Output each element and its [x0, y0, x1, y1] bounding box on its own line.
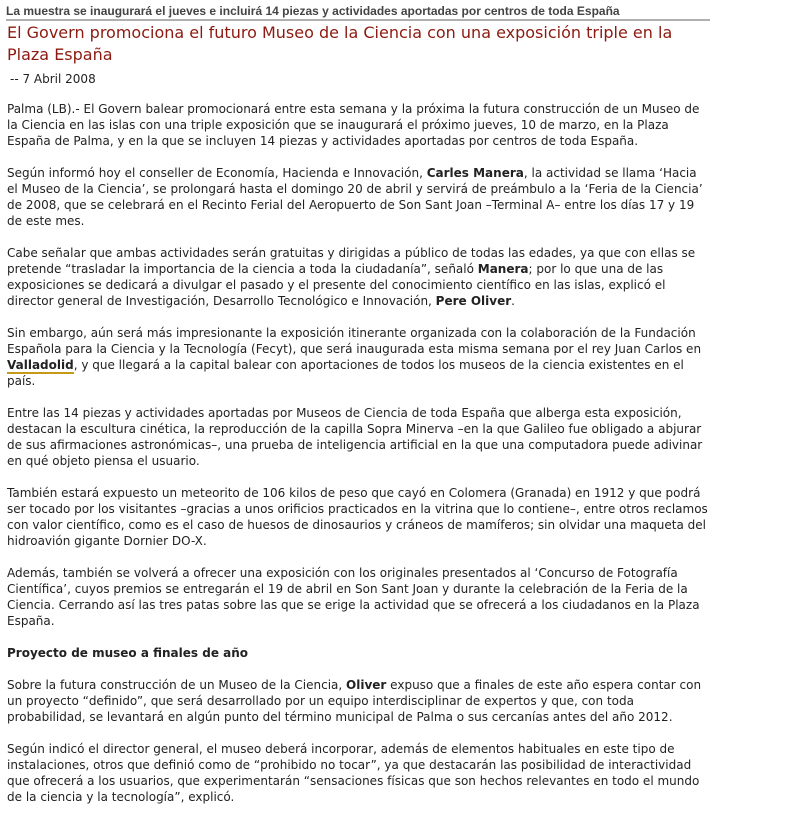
- paragraph: [7, 677, 710, 725]
- paragraph-text: Según informó hoy el conseller de Economía, Hacienda e Innovación,: [7, 166, 427, 180]
- paragraph: [7, 165, 710, 229]
- article-body: [6, 101, 710, 805]
- paragraph-text: También estará expuesto un meteorito de 106 kilos de peso que cayó en Colomera (Granada) en 1912 y que podrá ser tocado por los visitantes –gracias a unos orificios practicados en la vitrina que lo contiene–, entre otros reclamos con valor científico, como es el caso de huesos de dinosaurios y cráneos de mamíferos; sin olvidar una maqueta del hidroavión gigante Dornier DO-X.: [7, 486, 708, 548]
- section-heading: Proyecto de museo a finales de año: [7, 646, 249, 660]
- paragraph: [7, 485, 710, 549]
- paragraph: [7, 245, 710, 309]
- article-title: El Govern promociona el futuro Museo de la Ciencia con una exposición triple en la Plaza España: [7, 23, 673, 64]
- paragraph-text: , la actividad se llama ‘Hacia el Museo de la Ciencia’, se prolongará hasta el domingo 20 de abril y servirá de preámbulo a la ‘Feria de la Ciencia’ de 2008, que se celebrará en el Recinto Ferial del Aeropuerto de Son Sant Joan –Terminal A– entre los días 17 y 19 de este mes.: [7, 166, 703, 228]
- paragraph-text: Entre las 14 piezas y actividades aportadas por Museos de Ciencia de toda España que alberga esta exposición, destacan la escultura cinética, la reproducción de la capilla Sopra Minerva –en la que Galileo fue obligado a abjurar de sus afirmaciones astronómicas–, una prueba de inteligencia artificial en la que una computadora puede adivinar en qué objeto piensa el usuario.: [7, 406, 703, 468]
- paragraph-text: Palma (LB).- El Govern balear promocionará entre esta semana y la próxima la futura construcción de un Museo de la Ciencia en las islas con una triple exposición que se inaugurará el próximo jueves, 10 de marzo, en la Plaza España de Palma, y en la que se incluyen 14 piezas y actividades aportadas por centros de toda España.: [7, 102, 700, 148]
- person-name-oliver: Oliver: [346, 678, 387, 692]
- article: [6, 4, 710, 805]
- paragraph: [7, 741, 710, 805]
- paragraph-text: ; por lo que una de las exposiciones se dedicará a divulgar el pasado y el presente del conocimiento científico en las islas, explicó el director general de Investigación, Desarrollo Tecnológico e Innovación,: [7, 262, 666, 308]
- paragraph: [7, 101, 710, 149]
- paragraph-text: expuso que a finales de este año espera contar con un proyecto “definido”, que será desarrollado por un equipo interdisciplinar de expertos y que, con toda probabilidad, se levantará en algún punto del término municipal de Palma o sus cercanías antes del año 2012.: [7, 678, 702, 724]
- paragraph: [7, 325, 710, 389]
- paragraph-text: Cabe señalar que ambas actividades serán gratuitas y dirigidas a público de todas las edades, ya que con ellas se pretende “trasladar la importancia de la ciencia a toda la ciudadanía”, señaló: [7, 246, 696, 276]
- paragraph-text: Además, también se volverá a ofrecer una exposición con los originales presentados al ‘Concurso de Fotografía Científica’, cuyos premios se entregarán el 19 de abril en Son Sant Joan y durante la celebración de la Feria de la Ciencia. Cerrando así las tres patas sobre las que se erige la actividad que se ofrecerá a los ciudadanos en la Plaza España.: [7, 566, 700, 628]
- paragraph-text: , y que llegará a la capital balear con aportaciones de todos los museos de la ciencia existentes en el país.: [7, 358, 684, 388]
- person-name-manera: Carles Manera: [426, 166, 524, 180]
- keyword-link-valladolid[interactable]: Valladolid: [7, 358, 74, 372]
- paragraph-text: Sobre la futura construcción de un Museo de la Ciencia,: [7, 678, 347, 692]
- paragraph-text: Sin embargo, aún será más impresionante la exposición itinerante organizada con la colaboración de la Fundación Española para la Ciencia y la Tecnología (Fecyt), que será inaugurada esta misma semana por el rey Juan Carlos en: [7, 326, 702, 356]
- person-name-oliver: Pere Oliver: [435, 294, 512, 308]
- paragraph: [7, 565, 710, 629]
- paragraph-text: Según indicó el director general, el museo deberá incorporar, además de elementos habituales en este tipo de instalaciones, otros que definió como de “prohibido no tocar”, ya que destacarán las posibilidad de interactividad que ofrecerá a los usuarios, que experimentarán “sensaciones físicas que son hechos relevantes en todo el mundo de la ciencia y la tecnología”, explicó.: [7, 742, 700, 804]
- paragraph-text: .: [511, 294, 515, 308]
- article-date: -- 7 Abril 2008: [10, 72, 96, 86]
- article-subtitle: La muestra se inaugurará el jueves e incluirá 14 piezas y actividades aportadas por centros de toda España: [6, 4, 710, 21]
- paragraph: [7, 405, 710, 469]
- person-name-manera: Manera: [477, 262, 529, 276]
